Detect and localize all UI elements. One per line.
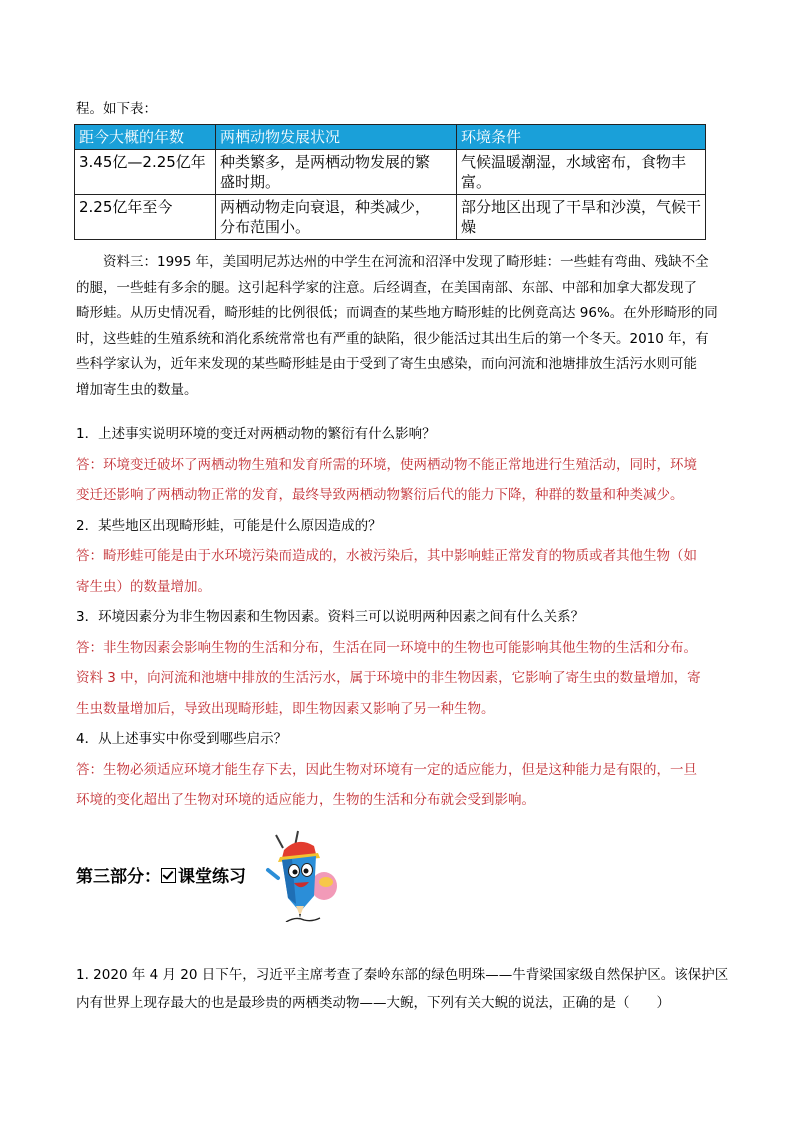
- question-4: 4．从上述事实中你受到哪些启示？: [76, 731, 288, 747]
- checkbox-icon: [161, 868, 176, 883]
- cell-environment: [457, 195, 706, 240]
- answer-line: 答：生物必须适应环境才能生存下去，因此生物对环境有一定的适应能力，但是这种能力是有限的，一旦: [76, 761, 697, 778]
- exercise-1: [76, 961, 729, 1017]
- section-prefix: 第三部分：: [76, 867, 161, 887]
- cell-status: [216, 150, 457, 195]
- cell-years: 3.45亿—2.25亿年: [75, 150, 216, 195]
- header-status: 两栖动物发展状况: [216, 125, 457, 150]
- section-three-heading: [76, 862, 246, 887]
- material-line: 些科学家认为，近年来发现的某些畸形蛙是由于受到了寄生虫感染，而向河流和池塘排放生活污水则可能: [76, 356, 697, 372]
- cell-status: [216, 195, 457, 240]
- exercise-line: 内有世界上现存最大的也是最珍贵的两栖类动物——大鲵，下列有关大鲵的说法，正确的是（ ）: [76, 995, 670, 1011]
- cell-line: 气候温暖潮湿，水域密布，食物丰富。: [461, 153, 687, 191]
- table-header-row: [75, 125, 706, 150]
- cell-line: 分布范围小。: [220, 218, 311, 236]
- cell-line: 部分地区出现了干旱和沙漠，气候干: [461, 198, 702, 216]
- answer-line: 答：环境变迁破坏了两栖动物生殖和发育所需的环境，使两栖动物不能正常地进行生殖活动，同时，环境: [76, 456, 697, 473]
- cell-line: 盛时期。: [220, 173, 281, 191]
- intro-text: 程。如下表：: [76, 101, 157, 117]
- material-line: 时，这些蛙的生殖系统和消化系统常常也有严重的缺陷，很少能活过其出生后的第一个冬天。2010 年，有: [76, 330, 709, 347]
- table-row: [75, 150, 706, 195]
- material-line: 畸形蛙。从历史情况看，畸形蛙的比例很低；而调查的某些地方畸形蛙的比例竟高达 96%。在外形畸形的同: [76, 305, 718, 321]
- cell-line: 两栖动物走向衰退，种类减少，: [220, 198, 431, 216]
- table-row: [75, 195, 706, 240]
- cell-line: 种类繁多，是两栖动物发展的繁: [220, 153, 431, 171]
- environment-table: [74, 124, 706, 240]
- pencil-mascot-icon: [256, 830, 342, 922]
- cell-environment: [457, 150, 706, 195]
- answer-line: 寄生虫）的数量增加。: [76, 578, 211, 595]
- cell-line: 燥: [461, 218, 477, 236]
- material-line: 资料三：1995 年，美国明尼苏达州的中学生在河流和沼泽中发现了畸形蛙：一些蛙有弯曲、残缺不全: [103, 254, 709, 270]
- question-3: 3．环境因素分为非生物因素和生物因素。资料三可以说明两种因素之间有什么关系？: [76, 609, 585, 625]
- answer-line: 资料 3 中，向河流和池塘中排放的生活污水，属于环境中的非生物因素，它影响了寄生虫的数量增加，寄: [76, 670, 701, 686]
- header-environment: 环境条件: [457, 125, 706, 150]
- exercise-line: 1. 2020 年 4 月 20 日下午，习近平主席考查了秦岭东部的绿色明珠——牛背梁国家级自然保护区。该保护区: [76, 967, 729, 983]
- material-line: 增加寄生虫的数量。: [76, 381, 198, 398]
- cell-years: 2.25亿年至今: [75, 195, 216, 240]
- question-2: 2．某些地区出现畸形蛙，可能是什么原因造成的？: [76, 517, 382, 534]
- question-1: 1．上述事实说明环境的变迁对两栖动物的繁衍有什么影响？: [76, 426, 436, 442]
- qa-section: [76, 419, 712, 816]
- answer-line: 环境的变化超出了生物对环境的适应能力，生物的生活和分布就会受到影响。: [76, 792, 535, 808]
- material-line: 的腿，一些蛙有多余的腿。这引起科学家的注意。后经调查，在美国南部、东部、中部和加拿大都发现了: [76, 279, 697, 296]
- header-years: 距今大概的年数: [75, 125, 216, 150]
- answer-line: 生虫数量增加后，导致出现畸形蛙，即生物因素又影响了另一种生物。: [76, 700, 495, 717]
- material-three: [76, 250, 718, 403]
- section-title: 课堂练习: [178, 867, 246, 887]
- answer-line: 答：非生物因素会影响生物的生活和分布，生活在同一环境中的生物也可能影响其他生物的生活和分布。: [76, 639, 697, 656]
- answer-line: 变迁还影响了两栖动物正常的发育，最终导致两栖动物繁衍后代的能力下降，种群的数量和种类减少。: [76, 487, 684, 503]
- answer-line: 答：畸形蛙可能是由于水环境污染而造成的，水被污染后，其中影响蛙正常发育的物质或者其他生物（如: [76, 548, 697, 564]
